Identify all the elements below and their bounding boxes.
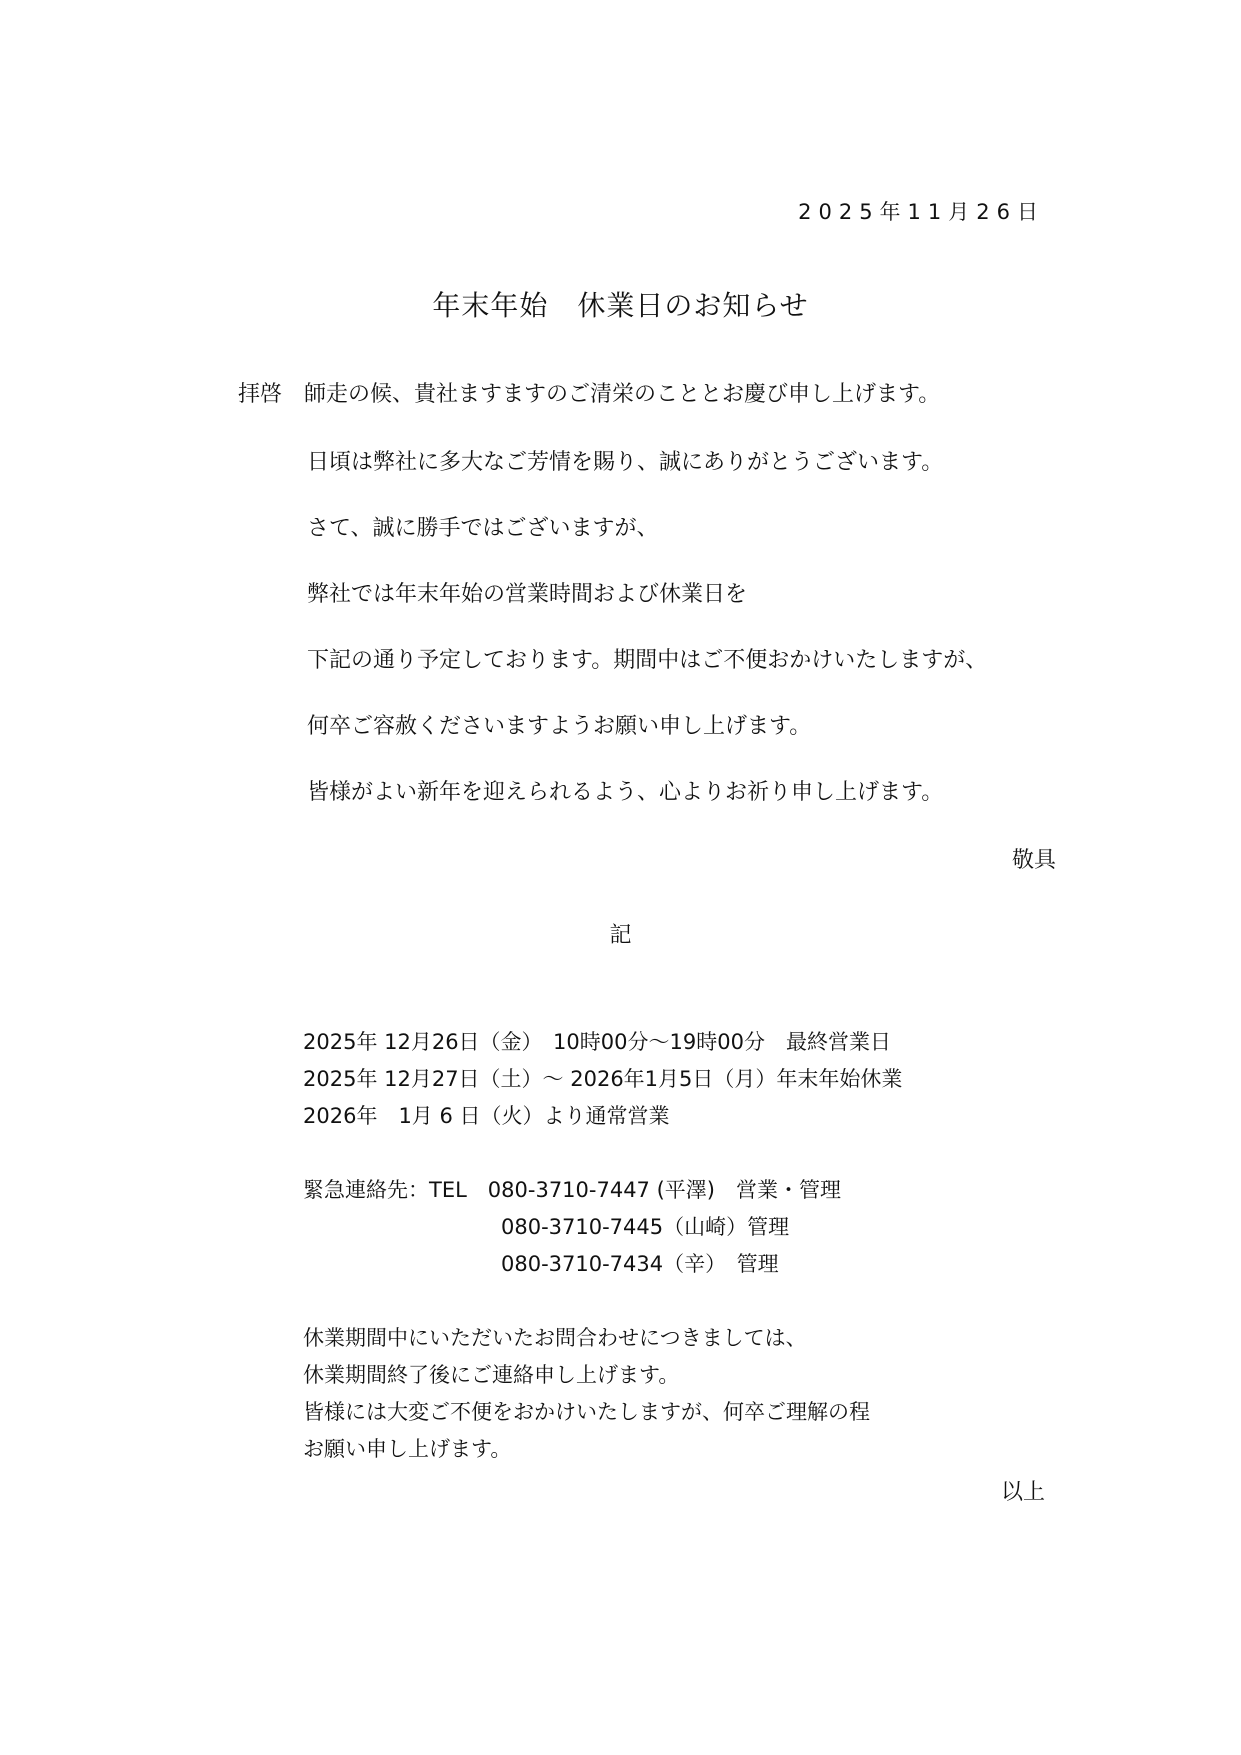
body-line: さて、誠に勝手ではございますが、 (307, 516, 659, 541)
note-line: 皆様には大変ご不便をおかけいたしますが、何卒ご理解の程 (303, 1400, 870, 1424)
note-line: お願い申し上げます。 (303, 1437, 512, 1461)
note-line: 休業期間終了後にご連絡申し上げます。 (303, 1363, 680, 1387)
closing-ijo: 以上 (1000, 1480, 1045, 1505)
body-line: 日頃は弊社に多大なご芳情を賜り、誠にありがとうございます。 (307, 450, 944, 475)
body-line: 何卒ご容赦くださいますようお願い申し上げます。 (307, 714, 812, 739)
contact-line: 080-3710-7434（辛） 管理 (501, 1252, 779, 1276)
closing-keigu: 敬具 (1011, 848, 1056, 873)
contact-line: 080-3710-7445（山崎）管理 (501, 1215, 790, 1239)
schedule-line: 2025年 12月26日（金） 10時00分～19時00分 最終営業日 (303, 1030, 891, 1054)
salutation-line: 拝啓 師走の候、貴社ますますのご清栄のこととお慶び申し上げます。 (238, 382, 941, 407)
note-line: 休業期間中にいただいたお問合わせにつきましては、 (303, 1326, 807, 1350)
body-line: 皆様がよい新年を迎えられるよう、心よりお祈り申し上げます。 (307, 780, 944, 805)
document-date: 2025年11月26日 (798, 200, 1045, 224)
document-title: 年末年始 休業日のお知らせ (432, 289, 809, 322)
ki-heading: 記 (609, 923, 632, 948)
body-line: 下記の通り予定しております。期間中はご不便おかけいたしますが、 (307, 648, 988, 673)
contact-line: 緊急連絡先：TEL 080-3710-7447 (平澤) 営業・管理 (303, 1178, 841, 1202)
schedule-line: 2025年 12月27日（土）～ 2026年1月5日（月）年末年始休業 (303, 1067, 903, 1091)
schedule-line: 2026年 1月 6 日（火）より通常営業 (303, 1104, 670, 1128)
body-line: 弊社では年末年始の営業時間および休業日を (307, 582, 748, 607)
